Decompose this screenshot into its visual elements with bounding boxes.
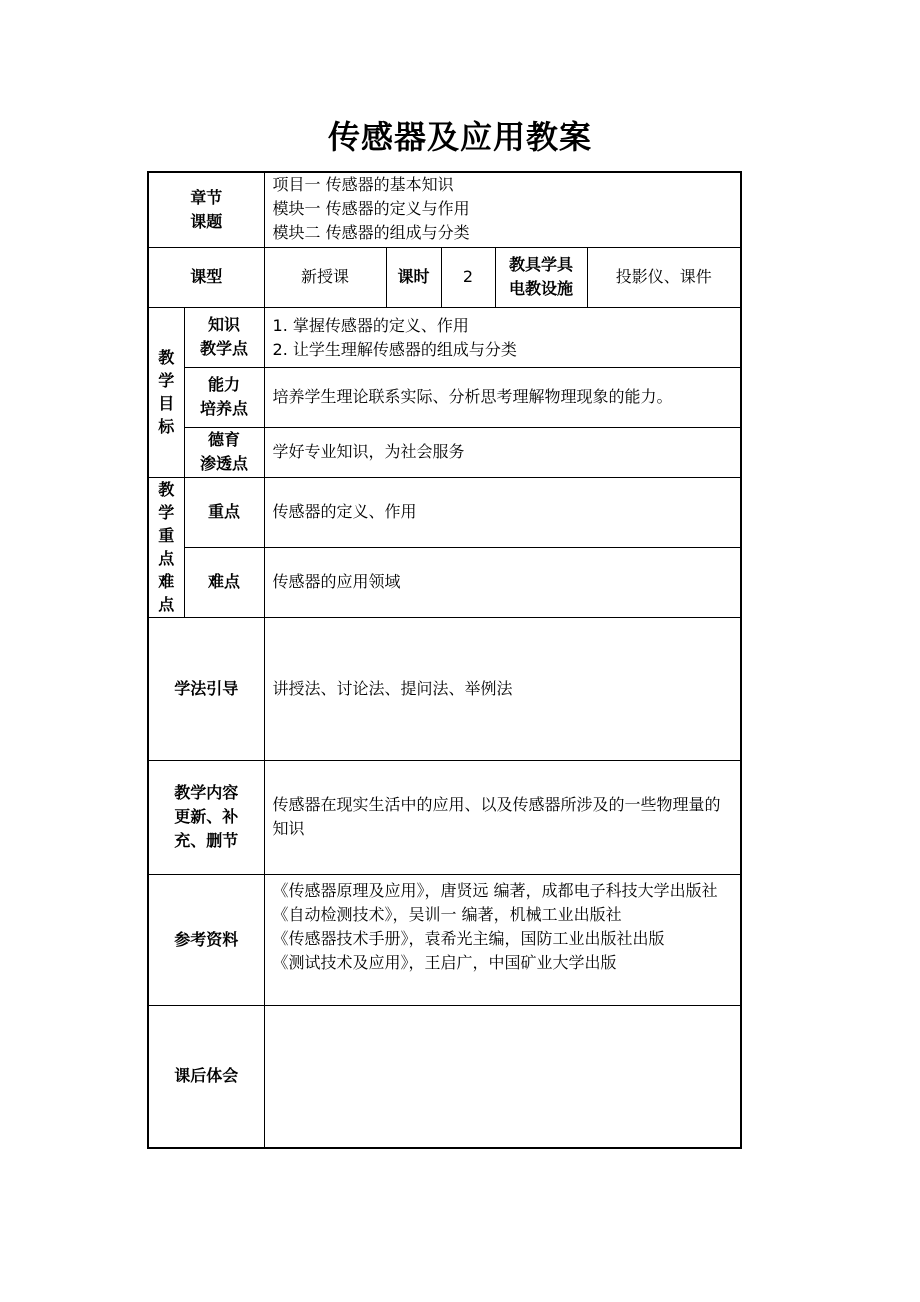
- equipment-value: 投影仪、课件: [587, 247, 741, 307]
- knowledge-line: 2. 让学生理解传感器的组成与分类: [272, 339, 517, 359]
- course-type-label: 课型: [148, 247, 264, 307]
- knowledge-line: 1. 掌握传感器的定义、作用: [272, 315, 469, 335]
- reference-item: 《自动检测技术》，吴训一 编著，机械工业出版社: [272, 904, 622, 924]
- difficult-point-row: [148, 547, 741, 617]
- reference-item: 《传感器技术手册》，袁希光主编，国防工业出版社出版: [272, 928, 665, 948]
- moral-label-line: 德育: [208, 430, 241, 449]
- update-label-line: 教学内容: [174, 783, 239, 802]
- keypoints-char: 难: [158, 572, 175, 591]
- chapter-line: 模块二 传感器的组成与分类: [272, 223, 470, 242]
- ability-row: [148, 367, 741, 427]
- chapter-label-cell: [148, 172, 264, 247]
- references-content-cell: [264, 874, 741, 1005]
- chapter-content-cell: [264, 172, 741, 247]
- equipment-label-line: 电教设施: [509, 279, 574, 298]
- goals-char: 标: [158, 417, 175, 436]
- key-point-row: [148, 477, 741, 547]
- reflection-value: [264, 1005, 741, 1148]
- goals-char: 目: [158, 394, 175, 413]
- course-row: [148, 247, 741, 307]
- course-type-value: 新授课: [264, 247, 386, 307]
- keypoints-char: 重: [158, 526, 175, 545]
- moral-label-line: 渗透点: [200, 454, 249, 473]
- keypoints-char: 点: [158, 549, 175, 568]
- topic-label: 课题: [190, 211, 223, 231]
- ability-label-line: 能力: [208, 375, 241, 394]
- ability-label-line: 培养点: [200, 399, 249, 418]
- knowledge-label-line: 知识: [208, 315, 241, 334]
- chapter-line: 项目一 传感器的基本知识: [272, 175, 454, 194]
- reference-item: 《传感器原理及应用》，唐贤远 编著，成都电子科技大学出版社: [272, 880, 718, 900]
- course-hours-label: 课时: [386, 247, 441, 307]
- keypoints-char: 教: [158, 480, 175, 499]
- references-label: 参考资料: [148, 874, 264, 1005]
- chapter-row: [148, 172, 741, 247]
- ability-label-cell: [184, 367, 264, 427]
- update-label-cell: [148, 760, 264, 874]
- lesson-plan-table: [147, 171, 742, 1149]
- method-value: 讲授法、讨论法、提问法、举例法: [264, 617, 741, 760]
- moral-row: [148, 427, 741, 477]
- goals-char: 学: [158, 371, 175, 390]
- equipment-label-cell: [495, 247, 587, 307]
- update-row: [148, 760, 741, 874]
- equipment-label-line: 教具学具: [509, 255, 574, 274]
- knowledge-label-line: 教学点: [200, 339, 249, 358]
- keypoints-char: 点: [158, 595, 175, 614]
- references-row: [148, 874, 741, 1005]
- update-label-line: 更新、补: [174, 807, 239, 826]
- reference-item: 《测试技术及应用》，王启广，中国矿业大学出版: [272, 952, 617, 972]
- reflection-label: 课后体会: [148, 1005, 264, 1148]
- moral-value: 学好专业知识，为社会服务: [264, 427, 741, 477]
- key-point-label: 重点: [184, 477, 264, 547]
- method-label: 学法引导: [148, 617, 264, 760]
- update-value: 传感器在现实生活中的应用、以及传感器所涉及的一些物理量的知识: [264, 760, 741, 874]
- goals-char: 教: [158, 348, 175, 367]
- knowledge-content-cell: [264, 307, 741, 367]
- update-label-line: 充、删节: [174, 831, 239, 850]
- reflection-row: [148, 1005, 741, 1148]
- goals-group-label: [148, 307, 184, 477]
- difficult-point-label: 难点: [184, 547, 264, 617]
- chapter-line: 模块一 传感器的定义与作用: [272, 199, 470, 218]
- keypoints-group-label: [148, 477, 184, 617]
- document-title: 传感器及应用教案: [327, 118, 592, 156]
- moral-label-cell: [184, 427, 264, 477]
- knowledge-label-cell: [184, 307, 264, 367]
- ability-value: 培养学生理论联系实际、分析思考理解物理现象的能力。: [264, 367, 741, 427]
- knowledge-row: [148, 307, 741, 367]
- keypoints-char: 学: [158, 503, 175, 522]
- key-point-value: 传感器的定义、作用: [264, 477, 741, 547]
- chapter-label: 章节: [190, 187, 223, 207]
- course-hours-value: 2: [441, 247, 495, 307]
- difficult-point-value: 传感器的应用领域: [264, 547, 741, 617]
- method-row: [148, 617, 741, 760]
